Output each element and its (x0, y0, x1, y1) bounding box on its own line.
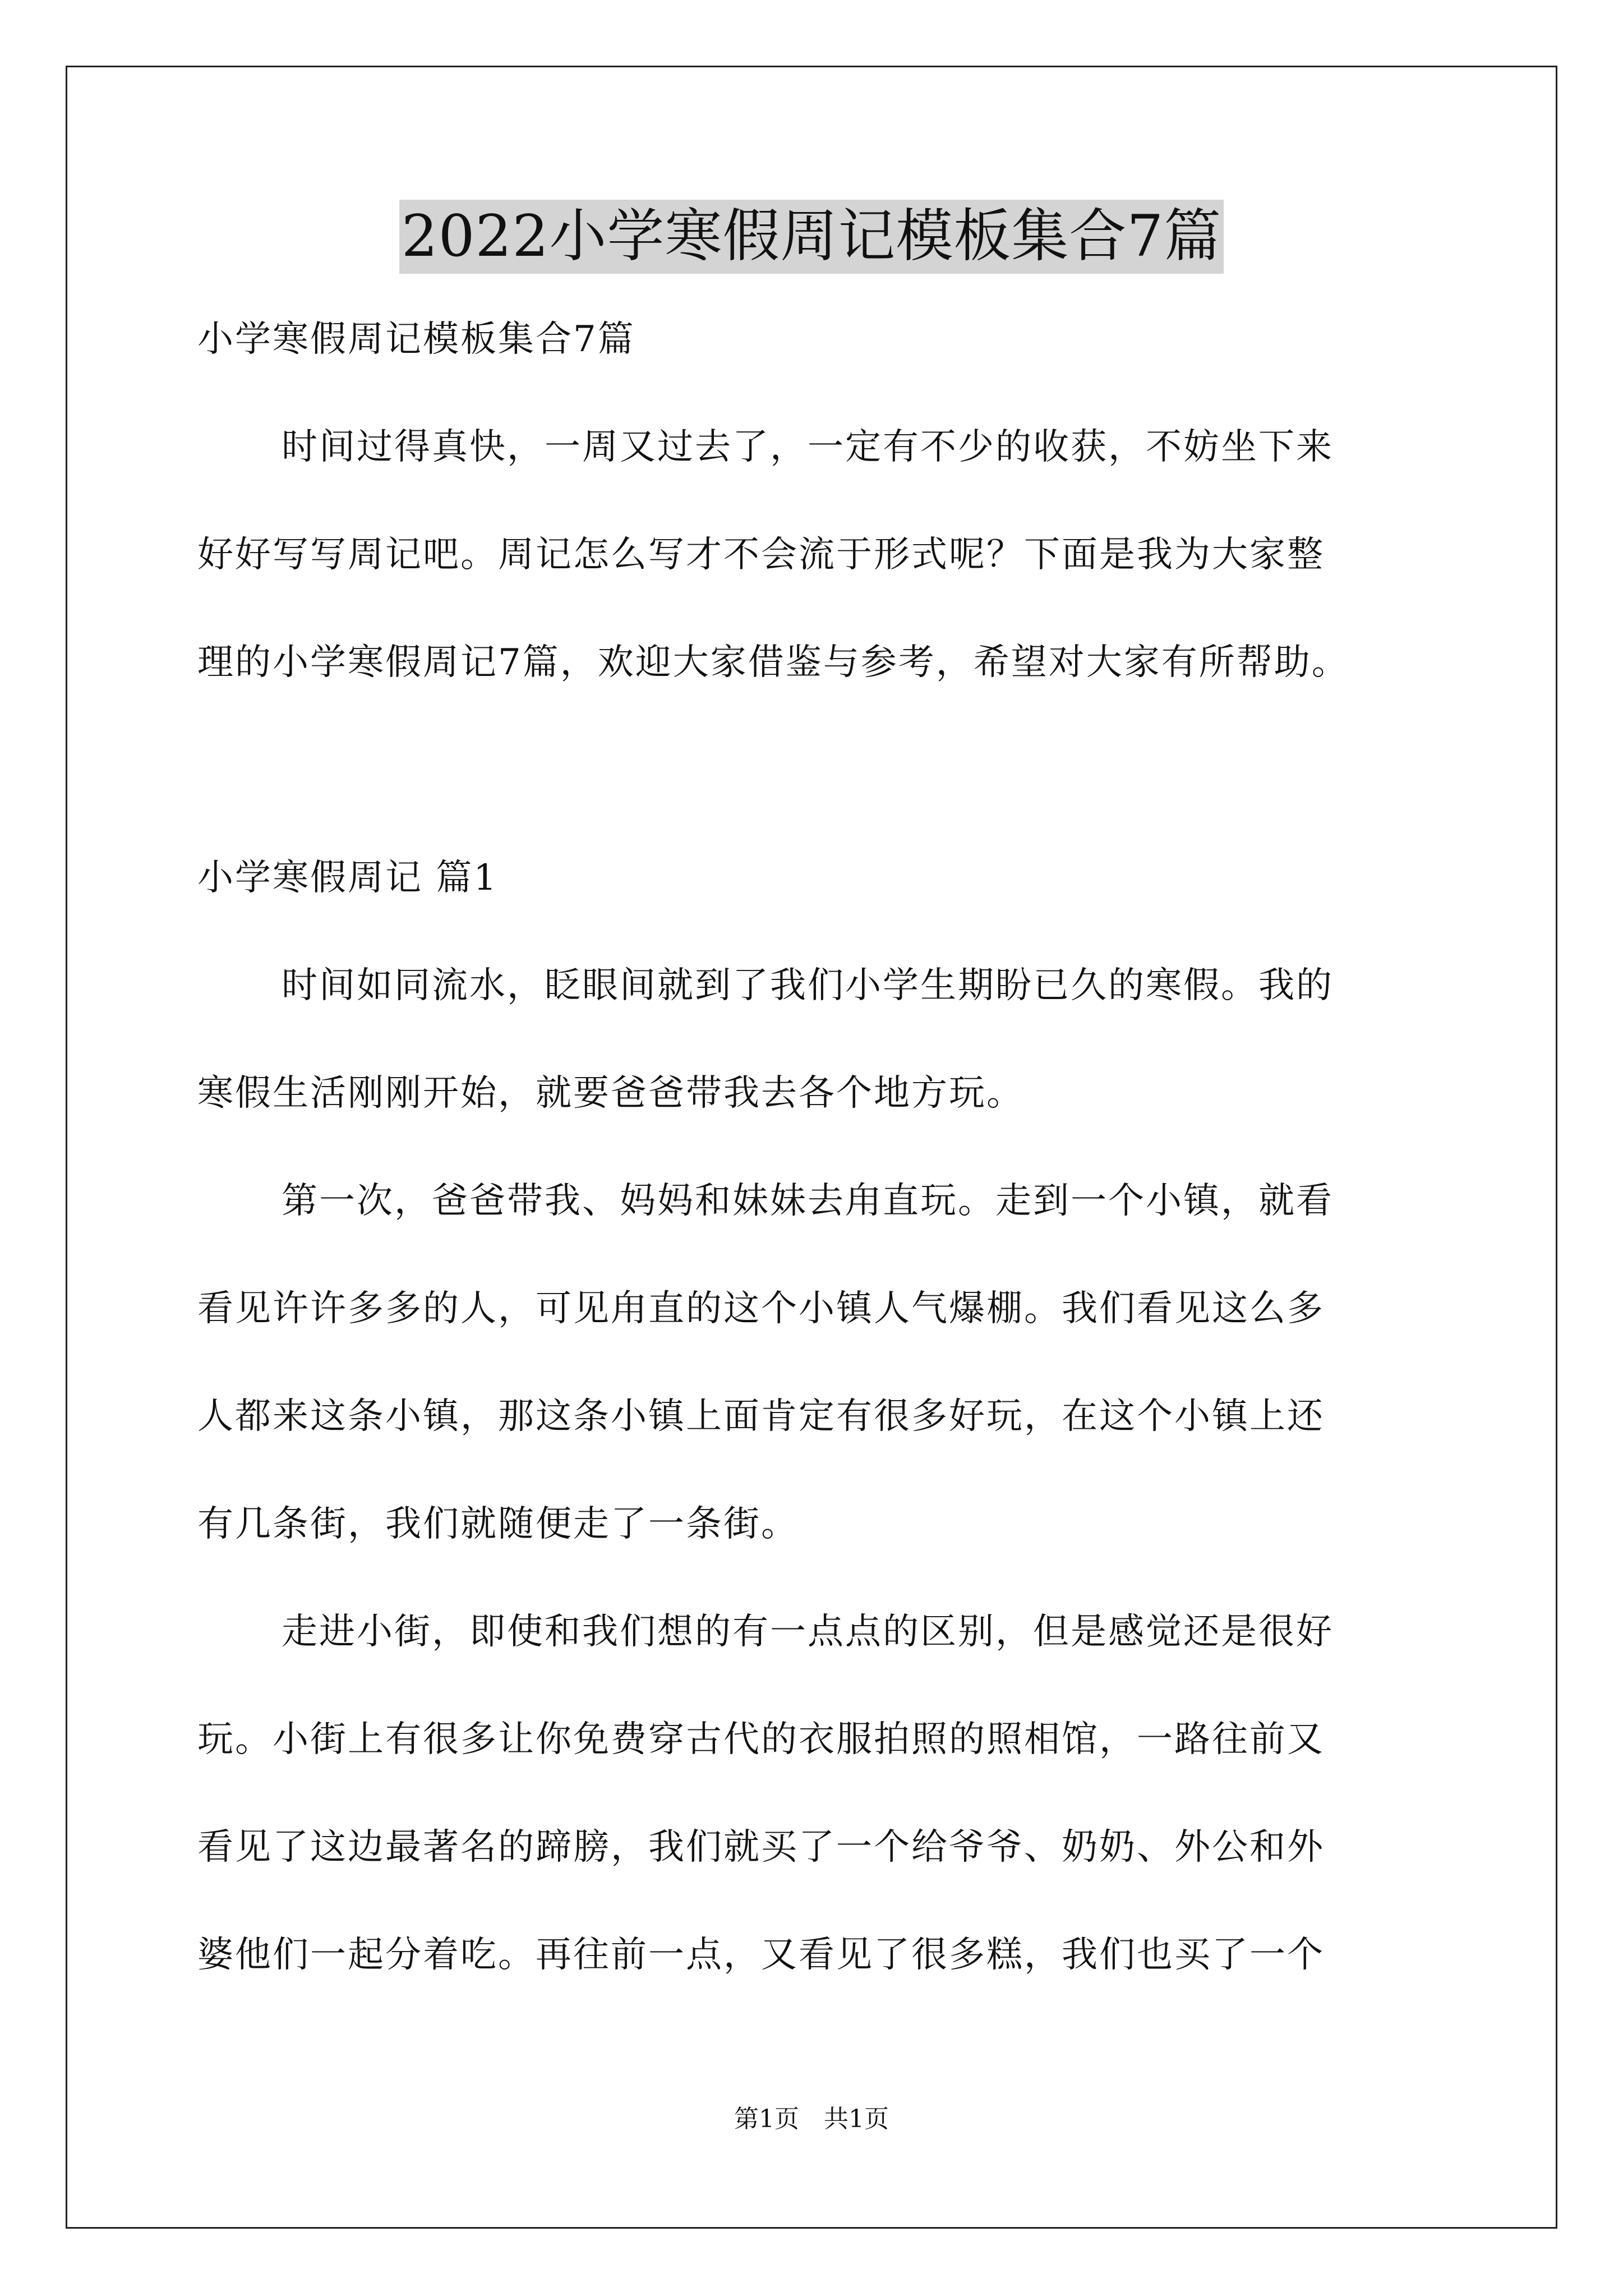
intro-line: 理的小学寒假周记7篇，欢迎大家借鉴与参考，希望对大家有所帮助。 (197, 642, 1349, 683)
paragraph-line: 时间如同流水，眨眼间就到了我们小学生期盼已久的寒假。我的 (282, 965, 1334, 1006)
paragraph-line: 人都来这条小镇，那这条小镇上面肯定有很多好玩，在这个小镇上还 (197, 1396, 1325, 1437)
paragraph-line: 走进小街，即使和我们想的有一点点的区别，但是感觉还是很好 (282, 1611, 1334, 1653)
paragraph-line: 看见了这边最著名的蹄膀，我们就买了一个给爷爷、奶奶、外公和外 (197, 1826, 1325, 1868)
paragraph-line: 寒假生活刚刚开始，就要爸爸带我去各个地方玩。 (197, 1073, 1024, 1114)
paragraph-line: 玩。小街上有很多让你免费穿古代的衣服拍照的照相馆，一路往前又 (197, 1719, 1325, 1760)
intro-line: 时间过得真快，一周又过去了，一定有不少的收获，不妨坐下来 (282, 426, 1334, 468)
document-title: 2022小学寒假周记模板集合7篇 (399, 200, 1224, 274)
paragraph-line: 婆他们一起分着吃。再往前一点，又看见了很多糕，我们也买了一个 (197, 1934, 1325, 1976)
title-container (0, 200, 1623, 274)
document-subtitle: 小学寒假周记模板集合7篇 (197, 319, 635, 360)
paragraph-line: 看见许许多多的人，可见甪直的这个小镇人气爆棚。我们看见这么多 (197, 1288, 1325, 1329)
section-heading: 小学寒假周记 篇1 (197, 857, 499, 899)
blank-line (197, 737, 1431, 844)
document-body (197, 306, 1431, 2029)
page-footer: 第1页 共1页 (734, 2105, 889, 2133)
intro-line: 好好写写周记吧。周记怎么写才不会流于形式呢？下面是我为大家整 (197, 534, 1325, 576)
paragraph-line: 有几条街，我们就随便走了一条街。 (197, 1503, 799, 1545)
paragraph-line: 第一次，爸爸带我、妈妈和妹妹去甪直玩。走到一个小镇，就看 (282, 1180, 1334, 1222)
